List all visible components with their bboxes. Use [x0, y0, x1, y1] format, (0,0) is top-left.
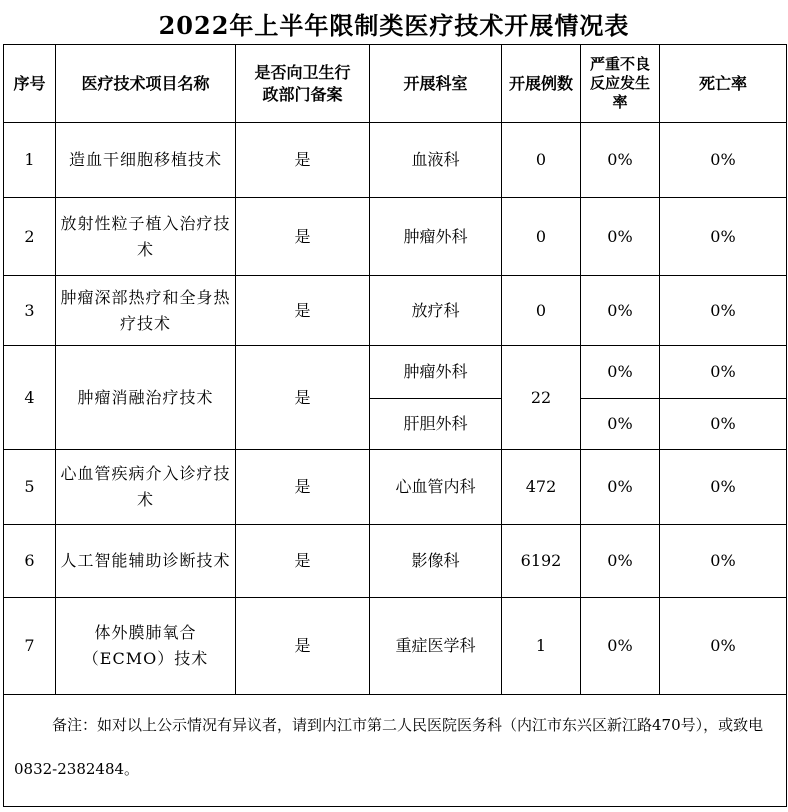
table-row — [4, 598, 787, 695]
row-count: 0 — [502, 123, 581, 198]
row-dept: 肿瘤外科 — [370, 198, 502, 276]
row-filed: 是 — [236, 198, 370, 276]
row-name: 放射性粒子植入治疗技术 — [56, 198, 236, 276]
row-adverse: 0% — [581, 123, 660, 198]
row-dept: 心血管内科 — [370, 450, 502, 525]
row-death: 0% — [660, 198, 787, 276]
row-dept: 血液科 — [370, 123, 502, 198]
header-no: 序号 — [4, 45, 56, 123]
row-death: 0% — [660, 346, 787, 399]
row-dept: 肝胆外科 — [370, 399, 502, 450]
row-name: 体外膜肺氧合（ECMO）技术 — [56, 598, 236, 695]
row-filed: 是 — [236, 346, 370, 450]
row-count: 22 — [502, 346, 581, 450]
table-row — [4, 123, 787, 198]
row-adverse: 0% — [581, 525, 660, 598]
table-row — [4, 346, 787, 399]
row-no: 7 — [4, 598, 56, 695]
header-death: 死亡率 — [660, 45, 787, 123]
row-death: 0% — [660, 123, 787, 198]
row-adverse: 0% — [581, 198, 660, 276]
row-count: 1 — [502, 598, 581, 695]
row-filed: 是 — [236, 123, 370, 198]
header-name: 医疗技术项目名称 — [56, 45, 236, 123]
row-filed: 是 — [236, 598, 370, 695]
row-count: 472 — [502, 450, 581, 525]
table-row — [4, 276, 787, 346]
header-adverse: 严重不良反应发生率 — [581, 45, 660, 123]
row-count: 0 — [502, 198, 581, 276]
row-adverse: 0% — [581, 346, 660, 399]
row-death: 0% — [660, 399, 787, 450]
note-text: 备注：如对以上公示情况有异议者，请到内江市第二人民医院医务科（内江市东兴区新江路470号），或致电0832-2382484。 — [14, 716, 764, 778]
row-dept: 肿瘤外科 — [370, 346, 502, 399]
row-count: 6192 — [502, 525, 581, 598]
row-death: 0% — [660, 450, 787, 525]
tech-table — [3, 44, 787, 807]
row-no: 3 — [4, 276, 56, 346]
row-no: 6 — [4, 525, 56, 598]
row-no: 1 — [4, 123, 56, 198]
row-name: 肿瘤消融治疗技术 — [56, 346, 236, 450]
row-adverse: 0% — [581, 450, 660, 525]
row-filed: 是 — [236, 525, 370, 598]
row-name: 肿瘤深部热疗和全身热疗技术 — [56, 276, 236, 346]
row-no: 5 — [4, 450, 56, 525]
row-death: 0% — [660, 525, 787, 598]
table-row — [4, 198, 787, 276]
header-count: 开展例数 — [502, 45, 581, 123]
row-death: 0% — [660, 276, 787, 346]
row-name: 心血管疾病介入诊疗技术 — [56, 450, 236, 525]
note-cell — [4, 695, 787, 807]
row-dept: 放疗科 — [370, 276, 502, 346]
row-adverse: 0% — [581, 399, 660, 450]
header-row — [4, 45, 787, 123]
row-no: 2 — [4, 198, 56, 276]
row-count: 0 — [502, 276, 581, 346]
row-dept: 重症医学科 — [370, 598, 502, 695]
row-name: 人工智能辅助诊断技术 — [56, 525, 236, 598]
row-filed: 是 — [236, 276, 370, 346]
table-row — [4, 450, 787, 525]
row-filed: 是 — [236, 450, 370, 525]
table-row — [4, 525, 787, 598]
row-adverse: 0% — [581, 598, 660, 695]
note-row — [4, 695, 787, 807]
row-dept: 影像科 — [370, 525, 502, 598]
row-no: 4 — [4, 346, 56, 450]
page-title: 2022年上半年限制类医疗技术开展情况表 — [158, 11, 630, 40]
header-dept: 开展科室 — [370, 45, 502, 123]
header-filed: 是否向卫生行政部门备案 — [236, 45, 370, 123]
row-death: 0% — [660, 598, 787, 695]
row-name: 造血干细胞移植技术 — [56, 123, 236, 198]
row-adverse: 0% — [581, 276, 660, 346]
